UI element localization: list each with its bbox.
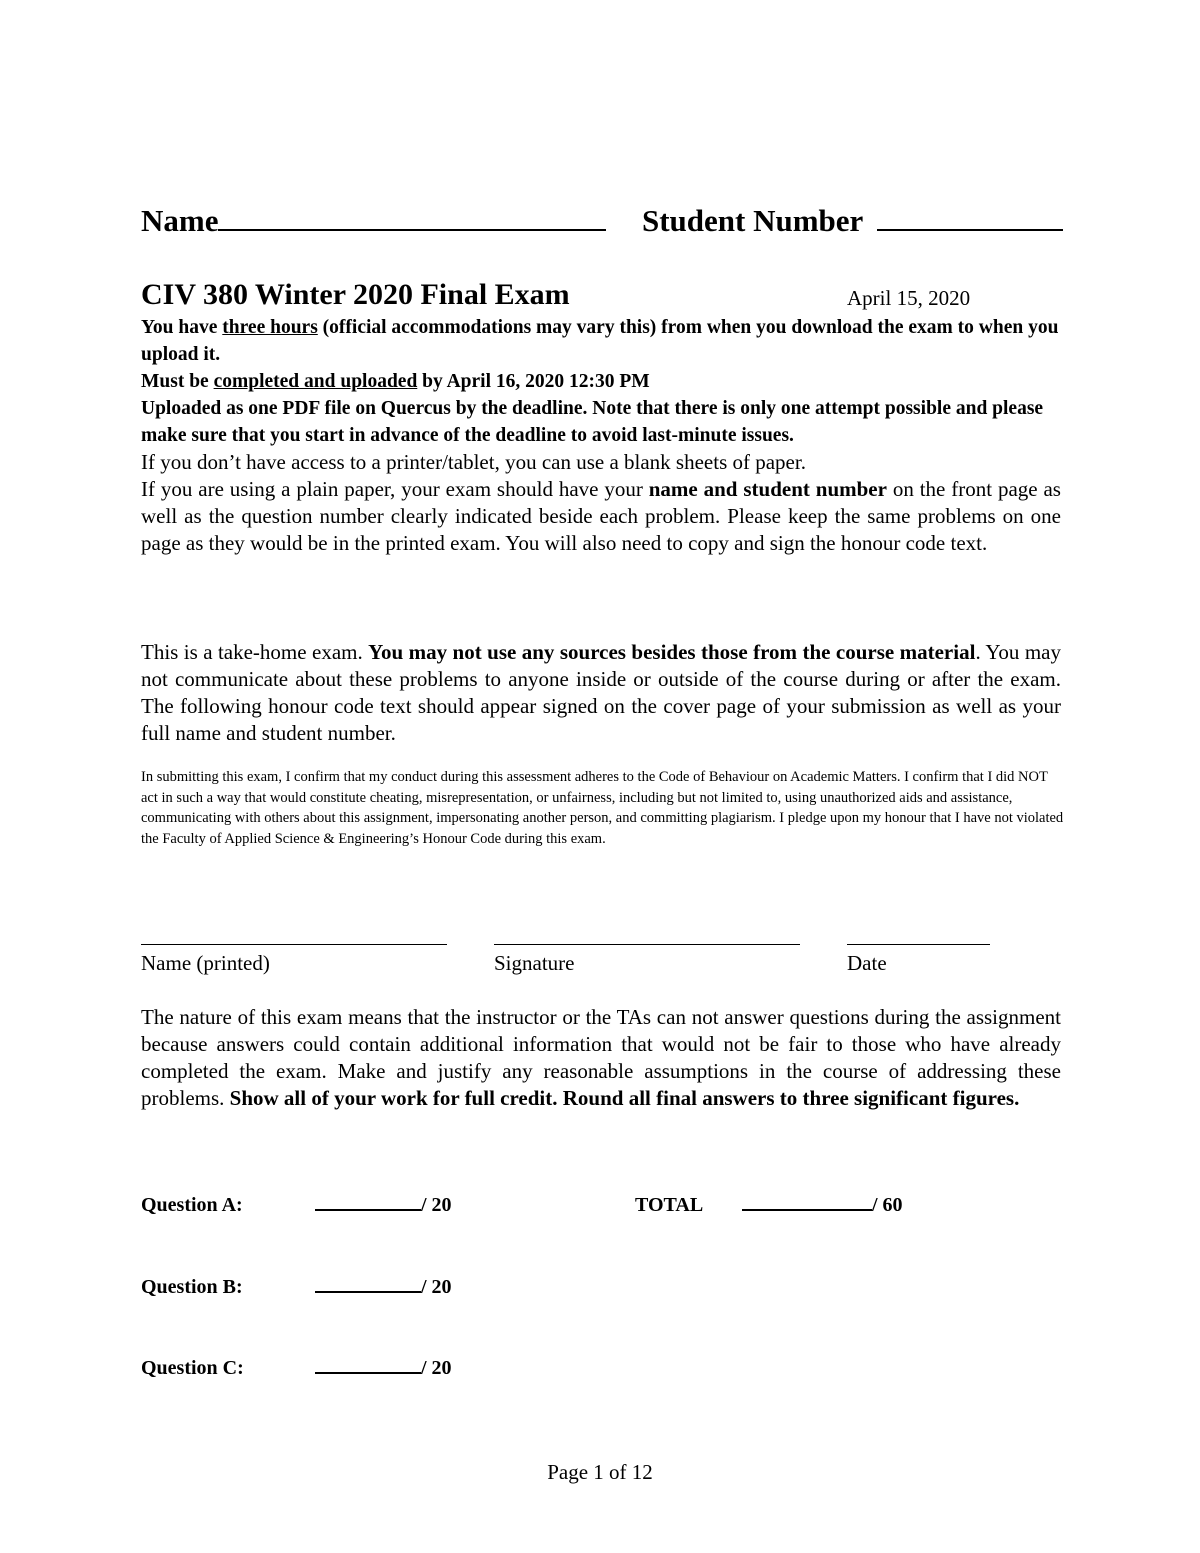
total-label: TOTAL	[635, 1194, 704, 1216]
date-label: Date	[847, 951, 887, 975]
question-c-score: / 20	[315, 1357, 452, 1380]
honour-code-text: In submitting this exam, I confirm that my conduct during this assessment adheres to the Code of Behaviour on Academic Matters. I confirm that I did NOT act in such a way that would constitute cheating, misrepresentation, or unfairness, including but not limited to, using unauthorized aids and assistance, communicating with others about this assignment, impersonating another person, and committing plagiarism. I pledge upon my honour that I have not violated the Faculty of Applied Science & Engineering’s Honour Code during this exam.	[141, 769, 1064, 847]
take-home-paragraph: This is a take-home exam. You may not use any sources besides those from the course material. You may not communicate about these problems to anyone inside or outside of the course during or after the exam. The following honour code text should appear signed on the cover page of your submission as well as your full name and student number.	[141, 640, 1061, 745]
question-a-blank	[315, 1209, 421, 1211]
exam-title: CIV 380 Winter 2020 Final Exam	[141, 278, 570, 311]
instructions	[141, 314, 1061, 557]
page-number: Page 1 of 12	[547, 1460, 653, 1484]
signature-label: Signature	[494, 951, 575, 975]
nature-paragraph: The nature of this exam means that the instructor or the TAs can not answer questions during the assignment because answers could contain additional information that would not be fair to those who have already completed the exam. Make and justify any reasonable assumptions in the course of addressing these problems. Show all of your work for full credit. Round all final answers to three significant figures.	[141, 1005, 1061, 1110]
instruction-duration: You have three hours (official accommodations may vary this) from when you download the exam to when you upload it.	[141, 317, 1059, 365]
total-blank	[742, 1209, 872, 1211]
question-b-score: / 20	[315, 1276, 452, 1299]
question-c-label: Question C:	[141, 1357, 244, 1379]
name-printed-label: Name (printed)	[141, 951, 270, 975]
exam-date: April 15, 2020	[847, 286, 971, 310]
instruction-deadline: Must be completed and uploaded by April 16, 2020 12:30 PM	[141, 371, 650, 392]
header-row	[141, 203, 1063, 239]
question-b-blank	[315, 1291, 421, 1293]
student-number-blank	[877, 229, 1063, 231]
student-number-label: Student Number	[641, 203, 863, 238]
question-b-label: Question B:	[141, 1276, 243, 1298]
question-c-blank	[315, 1372, 421, 1374]
name-label: Name	[141, 203, 219, 238]
instruction-paper: If you don’t have access to a printer/tablet, you can use a blank sheets of paper.	[141, 450, 806, 474]
question-a-score: / 20	[315, 1194, 452, 1217]
name-printed-line	[141, 944, 447, 945]
instruction-upload: Uploaded as one PDF file on Quercus by the deadline. Note that there is only one attempt possible and please make sure that you start in advance of the deadline to avoid last-minute issues.	[141, 398, 1044, 446]
question-a-label: Question A:	[141, 1194, 243, 1216]
signature-line	[494, 944, 800, 945]
name-blank	[218, 229, 606, 231]
instruction-plain-paper: If you are using a plain paper, your exam should have your name and student number on the front page as well as the question number clearly indicated beside each problem. Please keep the same problems on one page as they would be in the printed exam. You will also need to copy and sign the honour code text.	[141, 477, 1061, 555]
date-line	[847, 944, 990, 945]
total-score: / 60	[742, 1194, 903, 1217]
